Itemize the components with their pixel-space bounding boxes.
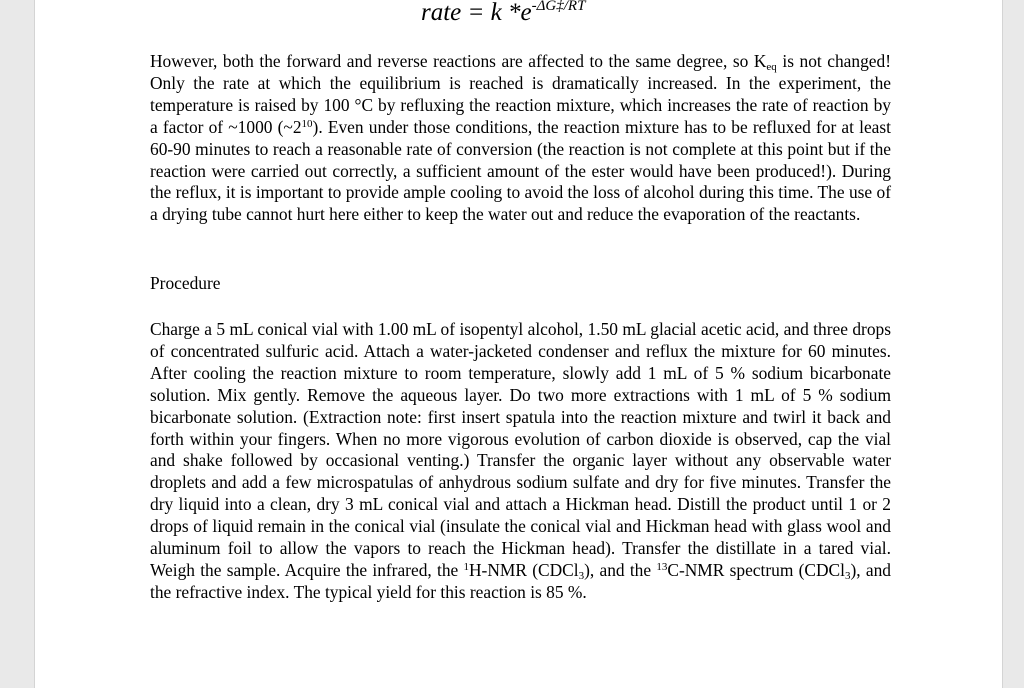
p2-text-e: ), and the refractive index. The typical yield for this reaction is 85 %. xyxy=(150,559,891,602)
p1-text-b: is not changed! Only the rate at which the equilibrium is reached is dramatically increased. In the experiment, the temperature is raised by 100 °C by refluxing the reaction mixture, which increases the rate of reaction by a factor of ~1000 (~2 xyxy=(150,51,891,137)
keq-subscript: eq xyxy=(766,61,777,73)
paragraph-equilibrium xyxy=(150,51,891,226)
formula-lhs: rate xyxy=(421,0,462,26)
formula-exponent: -ΔG‡/RT xyxy=(531,0,586,14)
section-heading-procedure: Procedure xyxy=(150,273,221,293)
c-nmr-superscript: 13 xyxy=(656,560,668,573)
h-nmr-superscript: 1 xyxy=(463,560,469,573)
p2-text-b: H-NMR (CDCl xyxy=(468,559,579,580)
cdcl3-subscript-2: 3 xyxy=(844,569,851,582)
p1-text-a: However, both the forward and reverse reactions are affected to the same degree, so K xyxy=(150,51,767,71)
p2-text-d: C-NMR spectrum (CDCl xyxy=(667,559,845,580)
p2-text-c: ), and the xyxy=(584,559,657,580)
power-exponent: 10 xyxy=(301,117,313,130)
formula-star: * xyxy=(508,0,521,26)
cdcl3-subscript-1: 3 xyxy=(578,569,585,582)
document-page xyxy=(34,0,1003,688)
formula-base: e xyxy=(520,0,532,26)
paragraph-procedure xyxy=(150,319,891,604)
p2-text-a: Charge a 5 mL conical vial with 1.00 mL of isopentyl alcohol, 1.50 mL glacial acetic acid, and three drops of concentrated sulfuric acid. Attach a water-jacketed condenser and reflux the mixture for 60 minutes. After cooling the reaction mixture to room temperature, slowly add 1 mL of 5 % sodium bicarbonate solution. Mix gently. Remove the aqueous layer. Do two more extractions with 1 mL of 5 % sodium bicarbonate solution. (Extraction note: first insert spatula into the reaction mixture and twirl it back and forth within your fingers. When no more vigorous evolution of carbon dioxide is observed, cap the vial and shake followed by occasional venting.) Transfer the organic layer without any observable water droplets and add a few microspatulas of anhydrous sodium sulfate and dry for five minutes. Transfer the dry liquid into a clean, dry 3 mL conical vial and attach a Hickman head. Distill the product until 1 or 2 drops of liquid remain in the conical vial (insulate the conical vial and Hickman head with glass wool and aluminum foil to allow the vapors to reach the Hickman head). Transfer the distillate in a tared vial. Weigh the sample. Acquire the infrared, the xyxy=(150,319,891,580)
formula-k: k xyxy=(490,0,502,26)
p1-text-c: ). Even under those conditions, the reaction mixture has to be refluxed for at least 60-90 minutes to reach a reasonable rate of conversion (the reaction is not complete at this point but if the reaction were carried out correctly, a sufficient amount of the ester would have been produced!). During the reflux, it is important to provide ample cooling to avoid the loss of alcohol during this time. The use of a drying tube cannot hurt here either to keep the water out and reduce the evaporation of the reactants. xyxy=(150,116,891,225)
rate-equation xyxy=(421,0,585,33)
formula-equals: = xyxy=(467,0,485,26)
